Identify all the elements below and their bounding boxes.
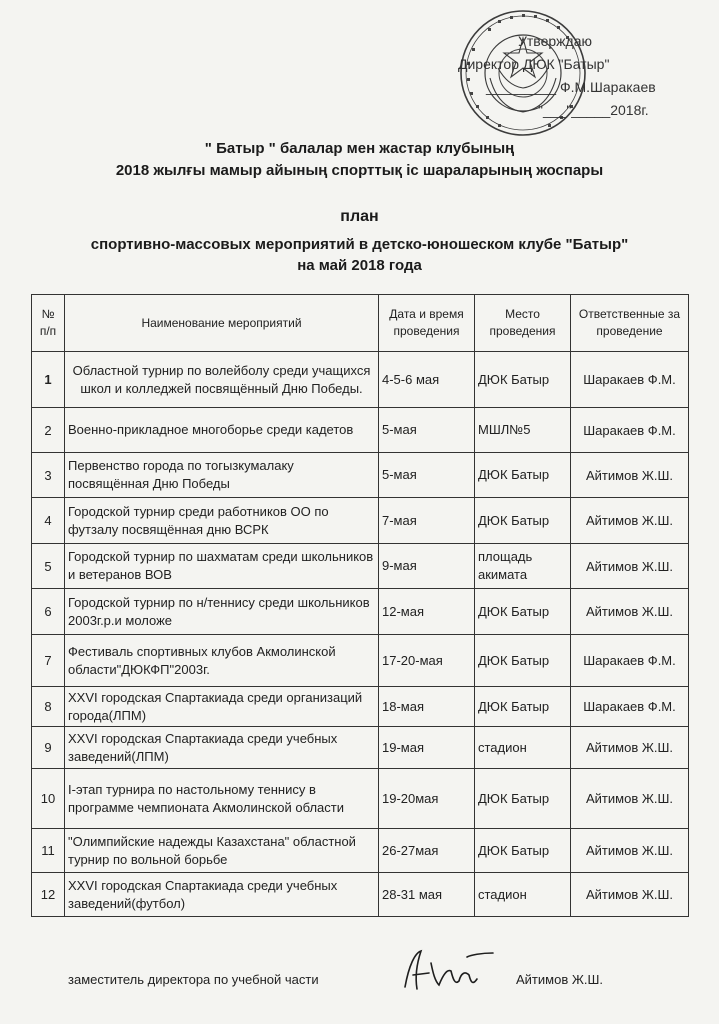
header-place: Место проведения	[475, 295, 571, 352]
row-place: ДЮК Батыр	[475, 352, 571, 408]
row-date: 28-31 мая	[379, 873, 475, 917]
row-num: 3	[32, 453, 65, 498]
row-place: ДЮК Батыр	[475, 635, 571, 687]
signature-footer	[68, 972, 603, 987]
row-place: ДЮК Батыр	[475, 498, 571, 544]
row-date: 17-20-мая	[379, 635, 475, 687]
row-num: 5	[32, 544, 65, 589]
row-event-name: Первенство города по тогызкумалаку посвящённая Дню Победы	[65, 453, 379, 498]
row-responsible: Айтимов Ж.Ш.	[571, 589, 689, 635]
events-table	[31, 294, 689, 917]
kz-title-line1: " Батыр " балалар мен жастар клубының	[204, 140, 515, 157]
table-row	[32, 873, 689, 917]
row-responsible: Айтимов Ж.Ш.	[571, 453, 689, 498]
row-place: ДЮК Батыр	[475, 589, 571, 635]
row-place: стадион	[475, 727, 571, 769]
row-date: 9-мая	[379, 544, 475, 589]
row-date: 19-20мая	[379, 769, 475, 829]
header-num: № п/п	[32, 295, 65, 352]
table-row	[32, 589, 689, 635]
row-event-name: Областной турнир по волейболу среди учащихся школ и колледжей посвящённый Дню Победы.	[65, 352, 379, 408]
row-date: 4-5-6 мая	[379, 352, 475, 408]
table-row	[32, 829, 689, 873]
table-row	[32, 352, 689, 408]
approval-date: "___"_____2018г.	[538, 102, 649, 118]
header-date: Дата и время проведения	[379, 295, 475, 352]
row-responsible: Шаракаев Ф.М.	[571, 687, 689, 727]
row-num: 9	[32, 727, 65, 769]
row-place: стадион	[475, 873, 571, 917]
header-name: Наименование мероприятий	[65, 295, 379, 352]
row-event-name: XXVI городская Спартакиада среди учебных заведений(футбол)	[65, 873, 379, 917]
row-place: площадь акимата	[475, 544, 571, 589]
row-num: 11	[32, 829, 65, 873]
row-place: ДЮК Батыр	[475, 687, 571, 727]
approval-position: Директор ДЮК "Батыр"	[458, 56, 610, 72]
approval-block	[398, 30, 698, 122]
row-date: 5-мая	[379, 453, 475, 498]
ru-title-line1: спортивно-массовых мероприятий в детско-юношеском клубе "Батыр"	[90, 236, 629, 253]
approval-signature-line: _________ Ф.М.Шаракаев	[486, 79, 656, 95]
table-row	[32, 408, 689, 453]
row-event-name: Городской турнир среди работников ОО по футзалу посвящённая дню ВСРК	[65, 498, 379, 544]
row-date: 26-27мая	[379, 829, 475, 873]
row-responsible: Шаракаев Ф.М.	[571, 352, 689, 408]
table-row	[32, 635, 689, 687]
kz-title-line2: 2018 жылғы мамыр айының спорттық іс шараларының жоспары	[115, 162, 604, 179]
table-row	[32, 769, 689, 829]
row-responsible: Шаракаев Ф.М.	[571, 408, 689, 453]
row-event-name: Городской турнир по н/теннису среди школьников 2003г.р.и моложе	[65, 589, 379, 635]
signatory-name: Айтимов Ж.Ш.	[516, 972, 603, 987]
row-place: ДЮК Батыр	[475, 453, 571, 498]
handwritten-signature	[395, 945, 500, 1000]
row-responsible: Шаракаев Ф.М.	[571, 635, 689, 687]
row-responsible: Айтимов Ж.Ш.	[571, 769, 689, 829]
row-num: 12	[32, 873, 65, 917]
table-header-row	[32, 295, 689, 352]
row-num: 1	[32, 352, 65, 408]
row-responsible: Айтимов Ж.Ш.	[571, 873, 689, 917]
row-num: 6	[32, 589, 65, 635]
row-place: ДЮК Батыр	[475, 769, 571, 829]
table-row	[32, 727, 689, 769]
row-num: 8	[32, 687, 65, 727]
row-num: 7	[32, 635, 65, 687]
row-responsible: Айтимов Ж.Ш.	[571, 829, 689, 873]
row-num: 4	[32, 498, 65, 544]
row-date: 18-мая	[379, 687, 475, 727]
approval-title: Утверждаю	[518, 33, 592, 49]
row-event-name: Фестиваль спортивных клубов Акмолинской области"ДЮКФП"2003г.	[65, 635, 379, 687]
row-responsible: Айтимов Ж.Ш.	[571, 727, 689, 769]
row-responsible: Айтимов Ж.Ш.	[571, 498, 689, 544]
row-event-name: "Олимпийские надежды Казахстана" областной турнир по вольной борьбе	[65, 829, 379, 873]
table-row	[32, 544, 689, 589]
row-num: 2	[32, 408, 65, 453]
row-date: 19-мая	[379, 727, 475, 769]
header-responsible: Ответственные за проведение	[571, 295, 689, 352]
document-titles	[0, 138, 719, 276]
row-place: ДЮК Батыр	[475, 829, 571, 873]
signatory-role: заместитель директора по учебной части	[68, 972, 319, 987]
row-event-name: Военно-прикладное многоборье среди кадетов	[65, 408, 379, 453]
row-event-name: Городской турнир по шахматам среди школьников и ветеранов ВОВ	[65, 544, 379, 589]
row-date: 5-мая	[379, 408, 475, 453]
row-event-name: I-этап турнира по настольному теннису в программе чемпионата Акмолинской области	[65, 769, 379, 829]
table-row	[32, 498, 689, 544]
row-event-name: XXVI городская Спартакиада среди учебных заведений(ЛПМ)	[65, 727, 379, 769]
row-place: МШЛ№5	[475, 408, 571, 453]
row-event-name: XXVI городская Спартакиада среди организаций города(ЛПМ)	[65, 687, 379, 727]
row-responsible: Айтимов Ж.Ш.	[571, 544, 689, 589]
table-row	[32, 687, 689, 727]
table-row	[32, 453, 689, 498]
row-date: 12-мая	[379, 589, 475, 635]
ru-heading: план	[340, 208, 379, 225]
row-num: 10	[32, 769, 65, 829]
ru-title-line2: на май 2018 года	[297, 257, 422, 274]
row-date: 7-мая	[379, 498, 475, 544]
